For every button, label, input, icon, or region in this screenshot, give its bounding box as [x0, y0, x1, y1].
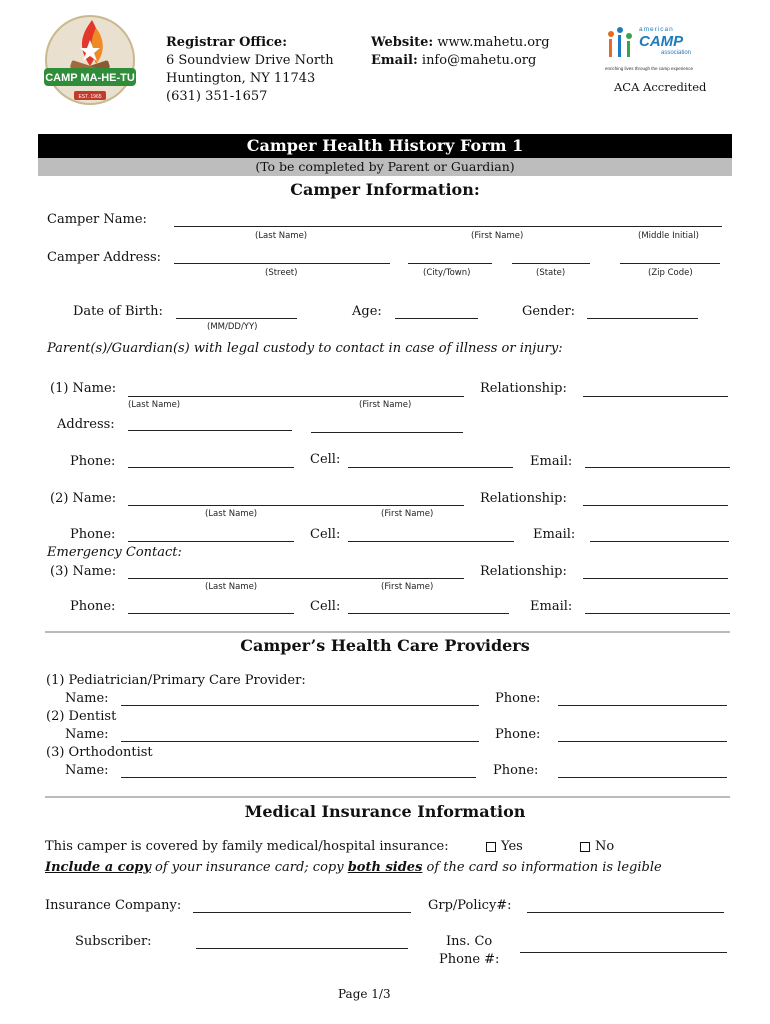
guardian3-email-field[interactable] — [585, 613, 730, 614]
insurance-yes-option[interactable] — [486, 839, 523, 854]
section-divider-2 — [45, 796, 730, 798]
guardian1-address-field-2[interactable] — [311, 432, 463, 433]
insurance-company-field[interactable] — [193, 912, 411, 913]
aca-accredited: ACA Accredited — [614, 80, 707, 94]
insurance-company-label: Insurance Company: — [45, 898, 182, 913]
guardian3-cell-label: Cell: — [310, 599, 341, 614]
guardian3-name-label: (3) Name: — [50, 564, 117, 579]
logo-est: EST. 1965 — [78, 94, 102, 100]
insurance-copy-note — [45, 860, 662, 875]
dob-format-caption: (MM/DD/YY) — [207, 322, 258, 332]
camper-state-field[interactable] — [512, 263, 590, 264]
guardian2-last-caption: (Last Name) — [205, 509, 258, 519]
provider3-title: (3) Orthodontist — [46, 745, 153, 760]
provider1-phone-label: Phone: — [495, 691, 541, 706]
insurance-covered-text: This camper is covered by family medical/hospital insurance: — [45, 839, 449, 854]
guardian2-phone-field[interactable] — [128, 541, 294, 542]
provider3-phone-label: Phone: — [493, 763, 539, 778]
include-copy-text: Include a copy — [45, 860, 151, 875]
guardian3-cell-field[interactable] — [348, 613, 509, 614]
camper-first-name-caption: (First Name) — [471, 231, 524, 241]
ins-co-label: Ins. Co — [446, 934, 493, 949]
legible-text: of the card so information is legible — [422, 860, 662, 875]
subscriber-label: Subscriber: — [75, 934, 152, 949]
aca-tagline: enriching lives through the camp experience — [605, 66, 694, 71]
provider3-name-field[interactable] — [121, 777, 476, 778]
aca-assoc: association — [661, 50, 692, 56]
camper-city-field[interactable] — [408, 263, 492, 264]
section-divider — [45, 631, 730, 633]
camper-street-field[interactable] — [174, 263, 390, 264]
ins-co-phone-label: Phone #: — [439, 952, 500, 967]
age-label: Age: — [352, 304, 382, 319]
provider3-phone-field[interactable] — [558, 777, 727, 778]
both-sides-text: both sides — [347, 860, 423, 875]
guardian3-phone-label: Phone: — [70, 599, 116, 614]
email-link[interactable]: info@mahetu.org — [421, 53, 537, 68]
aca-figures-icon — [605, 24, 635, 64]
guardian2-email-label: Email: — [533, 527, 576, 542]
camper-last-name-caption: (Last Name) — [255, 231, 308, 241]
camp-logo — [40, 8, 140, 108]
street-caption: (Street) — [265, 268, 298, 278]
age-field[interactable] — [395, 318, 478, 319]
of-your-text: of your insurance card; copy — [150, 860, 348, 875]
state-caption: (State) — [536, 268, 566, 278]
form-subtitle: (To be completed by Parent or Guardian) — [38, 158, 732, 176]
aca-brand: CAMP — [639, 33, 684, 50]
dob-label: Date of Birth: — [73, 304, 163, 319]
guardian1-phone-field[interactable] — [128, 467, 294, 468]
registrar-phone: (631) 351-1657 — [166, 89, 268, 104]
guardian1-name-label: (1) Name: — [50, 381, 117, 396]
guardian1-phone-label: Phone: — [70, 454, 116, 469]
no-label: No — [595, 839, 615, 854]
guardian3-last-caption: (Last Name) — [205, 582, 258, 592]
dob-field[interactable] — [176, 318, 297, 319]
guardian2-name-label: (2) Name: — [50, 491, 117, 506]
provider1-name-label: Name: — [65, 691, 109, 706]
page-number: Page 1/3 — [338, 987, 391, 1001]
provider1-title: (1) Pediatrician/Primary Care Provider: — [46, 673, 306, 688]
guardian2-email-field[interactable] — [590, 541, 729, 542]
yes-label: Yes — [501, 839, 523, 854]
ins-co-phone-field[interactable] — [520, 952, 727, 953]
subscriber-field[interactable] — [196, 948, 408, 949]
website-label: Website: — [371, 35, 434, 50]
camper-name-label: Camper Name: — [47, 212, 147, 227]
guardian1-address-label: Address: — [57, 417, 115, 432]
guardian2-cell-label: Cell: — [310, 527, 341, 542]
guardian1-relationship-label: Relationship: — [480, 381, 567, 396]
guardian1-cell-field[interactable] — [348, 467, 513, 468]
guardian2-cell-field[interactable] — [348, 541, 514, 542]
guardian3-name-field[interactable] — [128, 578, 464, 579]
emergency-contact-label: Emergency Contact: — [47, 545, 182, 560]
guardian3-first-caption: (First Name) — [381, 582, 434, 592]
city-caption: (City/Town) — [423, 268, 471, 278]
email-label: Email: — [371, 53, 418, 68]
yes-checkbox[interactable] — [486, 842, 496, 852]
guardian2-name-field[interactable] — [128, 505, 464, 506]
guardian1-last-caption: (Last Name) — [128, 400, 181, 410]
insurance-heading: Medical Insurance Information — [244, 802, 526, 821]
camper-zip-field[interactable] — [620, 263, 720, 264]
camper-address-label: Camper Address: — [47, 250, 162, 265]
form-title: Camper Health History Form 1 — [38, 134, 732, 158]
guardian3-relationship-label: Relationship: — [480, 564, 567, 579]
guardian1-cell-label: Cell: — [310, 452, 341, 467]
guardian2-relationship-field[interactable] — [583, 505, 728, 506]
website-link[interactable]: www.mahetu.org — [437, 35, 550, 50]
aca-top: american — [639, 26, 674, 33]
camper-middle-initial-caption: (Middle Initial) — [638, 231, 699, 241]
provider3-name-label: Name: — [65, 763, 109, 778]
provider2-name-label: Name: — [65, 727, 109, 742]
guardian3-phone-field[interactable] — [128, 613, 294, 614]
provider1-name-field[interactable] — [121, 705, 479, 706]
guardian1-email-label: Email: — [530, 454, 573, 469]
provider2-phone-field[interactable] — [558, 741, 727, 742]
provider2-title: (2) Dentist — [46, 709, 117, 724]
camper-name-field[interactable] — [174, 226, 722, 227]
guardian2-first-caption: (First Name) — [381, 509, 434, 519]
provider2-name-field[interactable] — [121, 741, 479, 742]
registrar-block — [166, 34, 334, 106]
policy-field[interactable] — [527, 912, 724, 913]
providers-heading: Camper’s Health Care Providers — [240, 636, 530, 655]
provider2-phone-label: Phone: — [495, 727, 541, 742]
gender-label: Gender: — [522, 304, 576, 319]
guardian3-email-label: Email: — [530, 599, 573, 614]
no-checkbox[interactable] — [580, 842, 590, 852]
guardian1-name-field[interactable] — [128, 396, 464, 397]
guardian3-relationship-field[interactable] — [583, 578, 728, 579]
guardian1-email-field[interactable] — [585, 467, 730, 468]
camper-info-heading: Camper Information: — [290, 180, 480, 199]
guardian1-relationship-field[interactable] — [583, 396, 728, 397]
guardian2-phone-label: Phone: — [70, 527, 116, 542]
provider1-phone-field[interactable] — [558, 705, 727, 706]
registrar-label: Registrar Office: — [166, 35, 287, 50]
guardian2-relationship-label: Relationship: — [480, 491, 567, 506]
guardian-intro: Parent(s)/Guardian(s) with legal custody to contact in case of illness or injury: — [47, 341, 563, 356]
guardian1-address-field[interactable] — [128, 430, 292, 431]
registrar-street: 6 Soundview Drive North — [166, 53, 334, 68]
guardian1-first-caption: (First Name) — [359, 400, 412, 410]
contact-block — [371, 34, 550, 70]
logo-text: CAMP MA-HE-TU — [45, 72, 135, 84]
policy-label: Grp/Policy#: — [428, 898, 512, 913]
gender-field[interactable] — [587, 318, 698, 319]
insurance-no-option[interactable] — [580, 839, 614, 854]
zip-caption: (Zip Code) — [648, 268, 693, 278]
registrar-city: Huntington, NY 11743 — [166, 71, 316, 86]
